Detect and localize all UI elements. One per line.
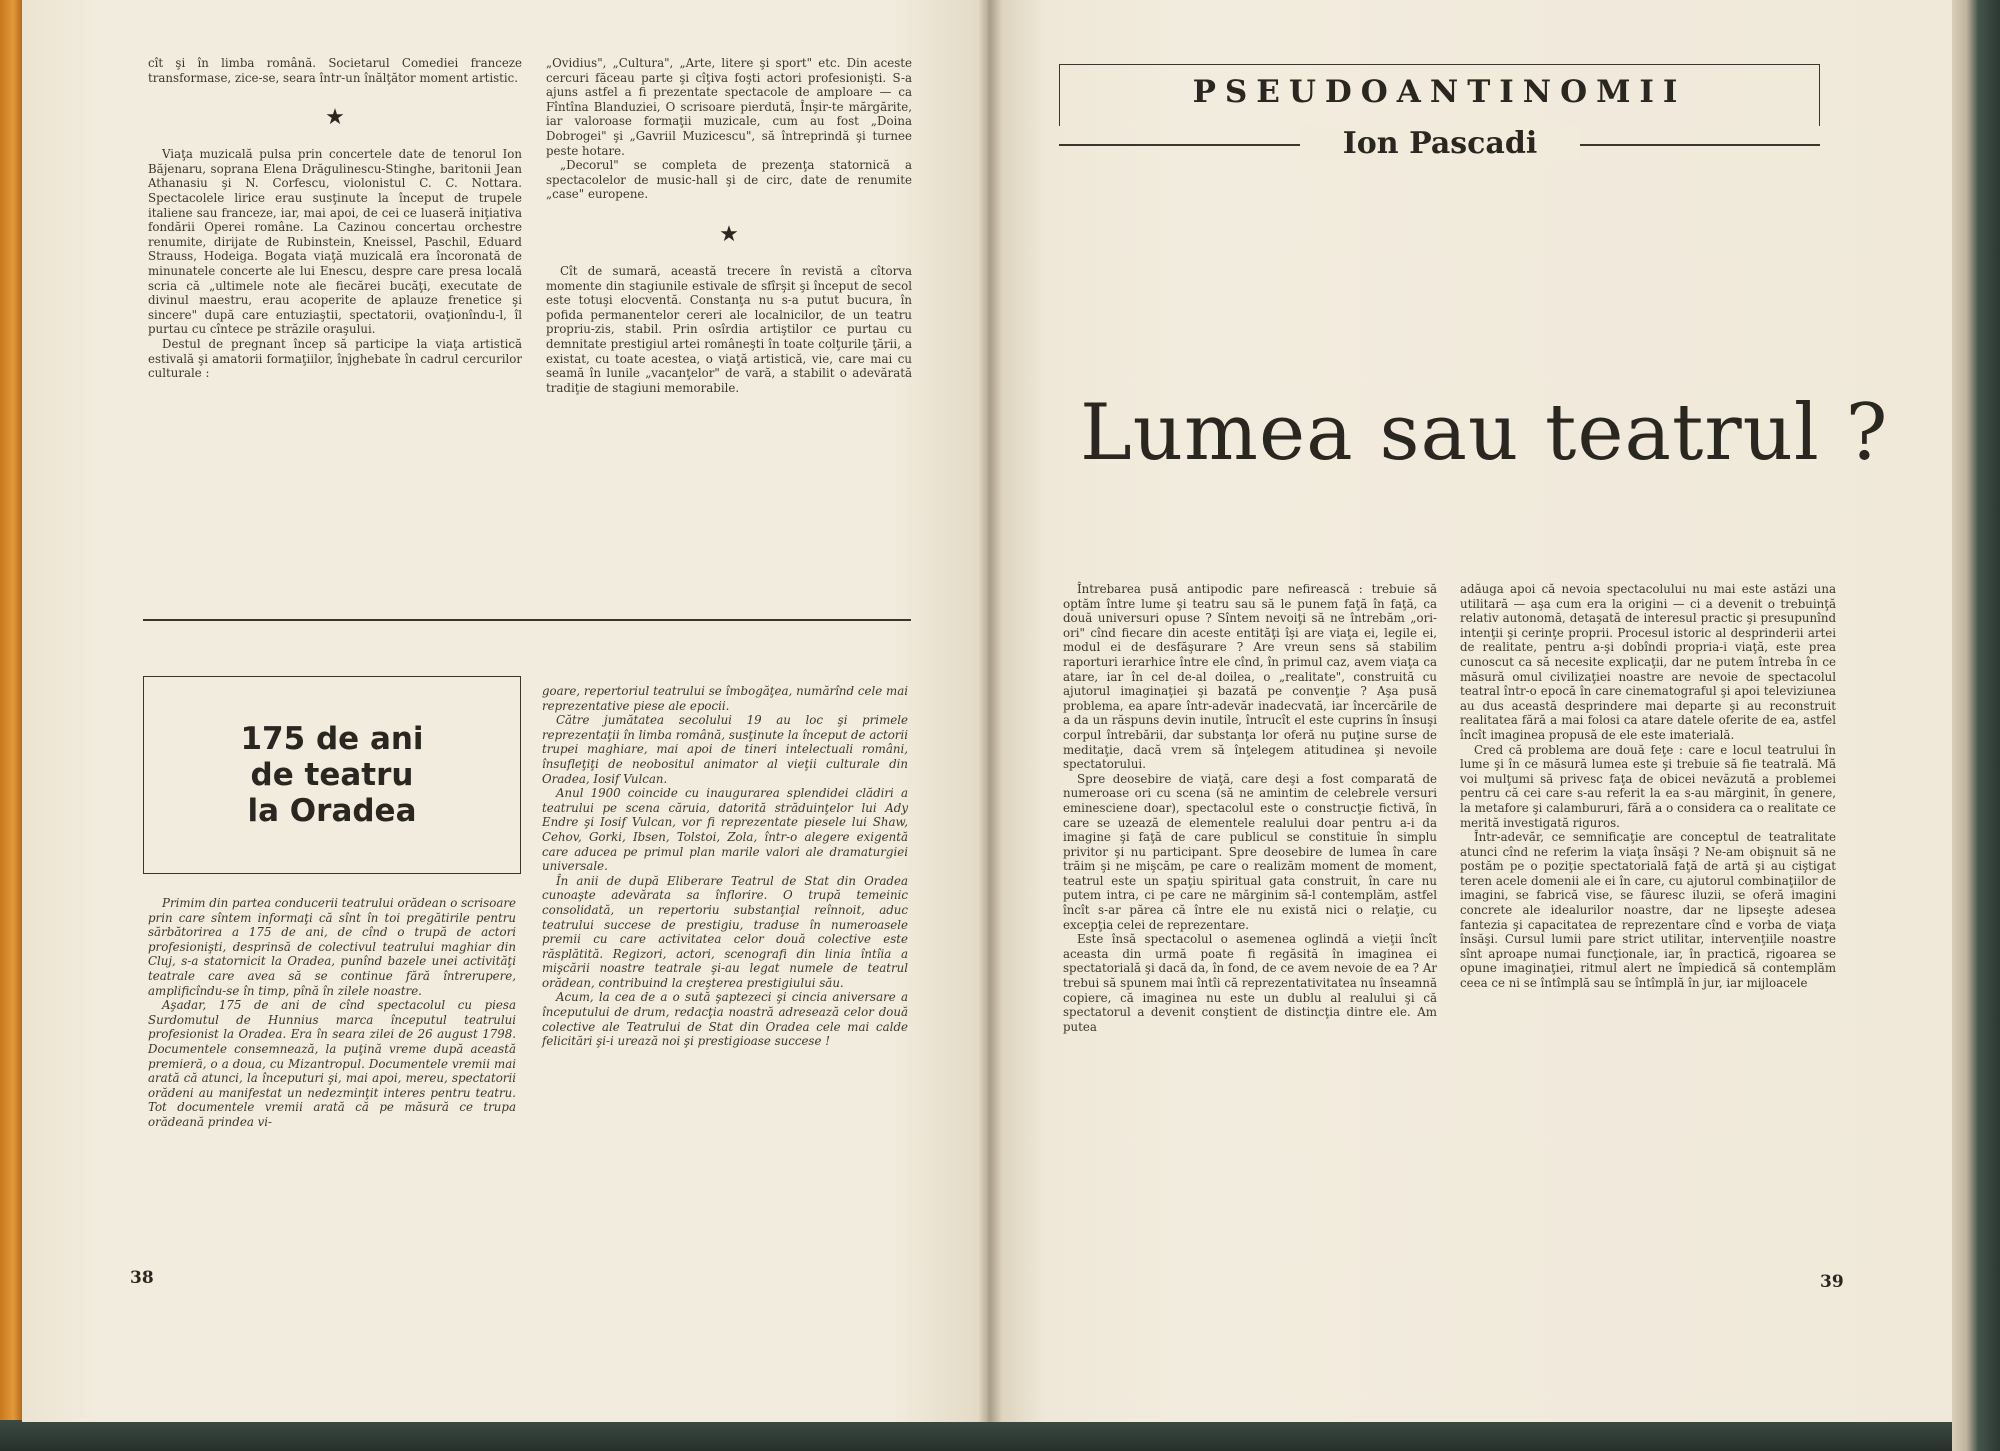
left-top-column-2 — [546, 56, 912, 395]
paragraph: Într-adevăr, ce semnificaţie are conceptul de teatralitate atunci cînd ne referim la viaţa însăşi ? Ne-am obişnuit să ne postăm pe o poziţie spectatorială faţă de artă şi au ciştigat teren acele domenii ale ei în care, cu ajutorul combinaţiilor de imagini, se fabrică vise, se făuresc iluzii, se oferă imagini concrete ale idealurilor noastre, dar ne lipseşte adesea fantezia şi capacitatea de reprezentare cînd e vorba de viaţa însăşi. Cursul lumii pare strict utilitar, intervenţiile noastre sînt aproape numai funcţionale, iar, în practică, rigoarea se opune imaginaţiei, ritmul alert ne împiedică să contemplăm ceea ce ni se întîmplă sau se întîmplă în jur, iar mijloacele — [1460, 830, 1836, 991]
paragraph: Primim din partea conducerii teatrului orădean o scrisoare prin care sîntem informaţi că sînt în toi pregătirile pentru sărbătorirea a 175 de ani, de cînd o trupă de actori profesionişti, desprinsă de colectivul teatrului maghiar din Cluj, s-a statornicit la Oradea, punînd bazele unei activităţi teatrale care avea să se continue fără întrerupere, amplificîndu-se în timp, pînă în zilele noastre. — [148, 896, 516, 998]
rubric-title: PSEUDOANTINOMII — [1192, 74, 1687, 110]
section-divider — [143, 619, 911, 621]
paragraph: Cît de sumară, această trecere în revistă a cîtorva momente din stagiunile estivale de sfîrşit şi început de secol este totuşi elocventă. Constanţa nu s-a putut bucura, în pofida permanentelor cereri ale localnicilor, de un teatru propriu-zis, stabil. Prin osîrdia artiştilor ce purtau cu demnitate prestigiul artei româneşti în toate colţurile ţării, a existat, cu toate acestea, o viaţă artistică, vie, care mai cu seamă în lunile „vacanţelor" de vară, a stabilit o adevărată tradiţie de stagiuni memorabile. — [546, 263, 912, 395]
paragraph: În anii de după Eliberare Teatrul de Stat din Oradea cunoaşte adevărata sa înflorire. O trupă temeinic consolidată, un repertoriu substanţial reînnoit, aduc teatrului succese de prestigiu, traduse în numeroasele premii cu care activitatea celor două colective este răsplătită. Regizori, actori, scenografi din linia întîia a mişcării noastre teatrale şi-au legat numele de teatrul orădean, contribuind la creşterea prestigiului său. — [542, 873, 908, 990]
left-bottom-column-2 — [542, 684, 908, 1049]
paragraph: Acum, la cea de a o sută şaptezeci şi cincia aniversare a începutului de drum, redacţia noastră adresează celor două colective ale Teatrului de Stat din Oradea cele mai calde felicitări şi-i urează noi şi prestigioase succese ! — [542, 990, 908, 1049]
star-separator: ★ — [719, 221, 739, 247]
paragraph: goare, repertoriul teatrului se îmbogăţea, numărînd cele mai reprezentative piese ale epocii. — [542, 684, 908, 713]
paragraph: Întrebarea pusă antipodic pare nefirească : trebuie să optăm între lume şi teatru sau să le punem faţă în faţă, ca două universuri opuse ? Sîntem nevoiţi să ne întrebăm „ori-ori" cînd fiecare din aceste entităţi îşi are viaţa ei, legile ei, modul ei de desfăşurare ? Are vreun sens să stabilim raporturi ierarhice între ele cînd, în primul caz, avem viaţa ca atare, iar în cel de-al doilea, o „realitate", construită cu ajutorul imaginaţiei şi bazată pe convenţie ? Aşa pusă problema, ea apare într-adevăr inadecvată, iar încercările de a da un răspuns devin inutile, întrucît el este cuprins în însuşi corpul întrebării, dar substanţa lor oferă nu puţine surse de meditaţie, dacă vrem să înţelegem atitudinea şi nevoile spectatorului. — [1063, 582, 1437, 772]
page-number-left: 38 — [130, 1268, 154, 1288]
right-column-1 — [1063, 582, 1437, 1034]
paragraph: Cred că problema are două feţe : care e locul teatrului în lume şi în ce măsură lumea este şi trebuie să fie teatrală. Mă voi mulţumi să privesc faţa de obicei nevăzută a problemei pentru că cei care s-au referit la ea s-au mărginit, în genere, la metafore şi calambururi, fără a o considera ca o realitate ce merită investigată riguros. — [1460, 742, 1836, 830]
paragraph: Destul de pregnant încep să participe la viaţa artistică estivală şi amatorii formaţiilor, înjghebate în cadrul cercurilor culturale : — [148, 336, 522, 381]
star-separator: ★ — [325, 105, 345, 131]
left-bottom-column-1 — [148, 896, 516, 1130]
essay-title: Lumea sau teatrul ? — [1080, 388, 1889, 478]
book-cover-left-edge — [0, 0, 22, 1451]
book-gutter — [978, 0, 1002, 1422]
paragraph: cît şi în limba română. Societarul Comediei franceze transformase, zice-se, seara într-un înălţător moment artistic. — [148, 56, 522, 85]
article-title: 175 de ani de teatru la Oradea — [240, 721, 424, 829]
book-cover-right-edge — [1952, 0, 2000, 1451]
paragraph: adăuga apoi că nevoia spectacolului nu mai este astăzi una utilitară — aşa cum era la origini — ci a devenit o trebuinţă relativ autonomă, detaşată de interesul practic şi presupunînd intenţii şi cerinţe proprii. Procesul istoric al desprinderii artei de realitate, pentru a-şi dobîndi propria-i viaţă, este prea cunoscut ca să necesite explicaţii, dar ne putem întreba în ce măsură omul civilizaţiei noastre are nevoie de spectacolul teatral într-o epocă în care cinematograful şi apoi televiziunea au dus această desprindere mai departe şi au reconstruit realitatea fără a mai folosi ca atare datele oferite de ea, astfel încît imaginea propusă de ele este imaterială. — [1460, 582, 1836, 742]
page-number-right: 39 — [1820, 1272, 1844, 1292]
paragraph: Anul 1900 coincide cu inaugurarea splendidei clădiri a teatrului pe scena căruia, datorită străduinţelor lui Ady Endre şi Iosif Vulcan, vor fi reprezentate piesele lui Shaw, Cehov, Gorki, Ibsen, Tolstoi, Zola, într-o alegere exigentă care aducea pe primul plan marile valori ale dramaturgiei universale. — [542, 786, 908, 874]
paragraph: „Decorul" se completa de prezenţa statornică a spectacolelor de music-hall şi de circ, date de renumite „case" europene. — [546, 158, 912, 202]
left-top-column-1 — [148, 56, 522, 381]
paragraph: Este însă spectacolul o asemenea oglindă a vieţii încît aceasta din urmă poate fi regăsită în imaginea ei spectatorială şi dacă da, în fond, de ce avem nevoie de ea ? Ar trebui să spunem mai întîi că reprezentativitatea nu înseamnă copiere, că imaginea nu este un dublu al realului şi că spectatorul a devenit conştient de distincţia dintre ele. Am putea — [1063, 932, 1437, 1034]
right-column-2 — [1460, 582, 1836, 991]
paragraph: Spre deosebire de viaţă, care deşi a fost comparată de numeroase ori cu scena (să ne amintim de celebrele versuri eminesciene doar), spectacolul este o construcţie fictivă, în care se uzează de elementele realului doar pentru a-i da imagine şi faţă de care publicul se constituie în simplu privitor şi nu participant. Spre deosebire de lumea în care trăim şi ne mişcăm, pe care o realizăm moment de moment, teatrul este un spaţiu spiritual gata construit, în care nu putem intra, ci pe care ne mărginim să-l contemplăm, astfel încît s-ar părea că între ele nu există nici o relaţie, cu excepţia celei de reprezentare. — [1063, 771, 1437, 932]
paragraph: „Ovidius", „Cultura", „Arte, litere şi sport" etc. Din aceste cercuri făceau parte şi cîţiva foşti actori profesionişti. S-a ajuns astfel a fi prezentate spectacole de amploare — ca Fîntîna Blanduziei, O scrisoare pierdută, Înşir-te mărgărite, iar valoroase formaţii muzicale, cum au fost „Doina Dobrogei" şi „Gavriil Muzicescu", să întreprindă şi turnee peste hotare. — [546, 56, 912, 158]
paragraph: Viaţa muzicală pulsa prin concertele date de tenorul Ion Băjenaru, soprana Elena Drăgulinescu-Stinghe, baritonii Jean Athanasiu şi N. Corfescu, violonistul C. C. Nottara. Spectacolele lirice erau susţinute la început de trupele italiene sau franceze, iar, mai apoi, de cei ce luaseră iniţiativa fondării Operei române. La Cazinou concertau orchestre renumite, dirijate de Rubinstein, Kneissel, Paschil, Eduard Strauss, Hodeiga. Bogata viaţă muzicală era încoronată de minunatele concerte ale lui Enescu, despre care presa locală scria că „ultimele note ale fiecărei bucăţi, executate de divinul maestru, erau acoperite de aplauze frenetice şi sincere" după care entuziaştii, spectatorii, ovaţionîndu-l, îl purtau cu cîntece pe străzile oraşului. — [148, 147, 522, 337]
author-name: Ion Pascadi — [1300, 126, 1580, 161]
paragraph: Aşadar, 175 de ani de cînd spectacolul cu piesa Surdomutul de Hunnius marca începutul teatrului profesionist la Oradea. Era în seara zilei de 26 august 1798. Documentele consemnează, la puţină vreme după această premieră, o a doua, cu Mizantropul. Documentele vremii mai arată că atunci, la începuturi şi, mai apoi, mereu, spectatorii orădeni au manifestat un nedezminţit interes pentru teatru. Tot documentele vremii arată că pe măsură ce trupa orădeană prindea vi- — [148, 998, 516, 1129]
paragraph: Către jumătatea secolului 19 au loc şi primele reprezentaţii în limba română, susţinute la început de actorii trupei maghiare, mai apoi de tineri intelectuali români, însufleţiţi de neobositul animator al vieţii culturale din Oradea, Iosif Vulcan. — [542, 713, 908, 786]
book-cover-bottom-edge — [0, 1420, 2000, 1451]
article-title-box — [143, 676, 521, 874]
